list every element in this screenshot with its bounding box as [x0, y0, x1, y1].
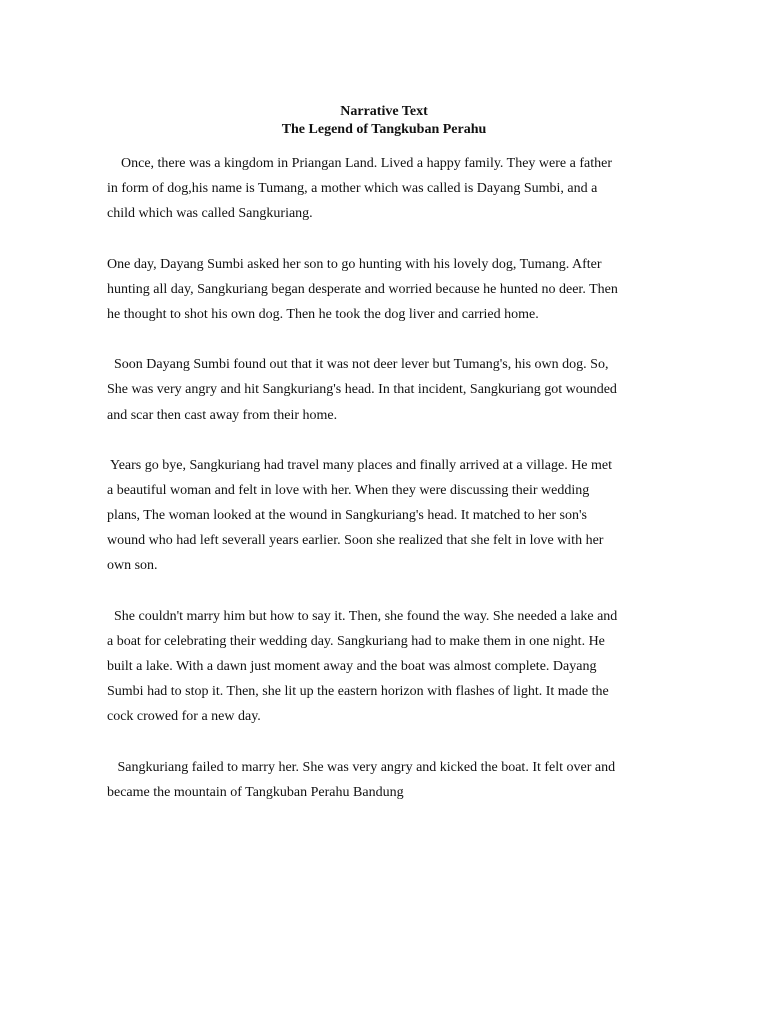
paragraph-6 — [107, 755, 667, 805]
text-line: built a lake. With a dawn just moment away and the boat was almost complete. Dayang — [107, 659, 597, 674]
story-title: The Legend of Tangkuban Perahu — [281, 122, 487, 137]
text-line: hunting all day, Sangkuriang began desperate and worried because he hunted no deer. Then — [107, 281, 618, 297]
paragraph-5 — [107, 604, 667, 730]
text-line: a boat for celebrating their wedding day. Sangkuriang had to make them in one night. He — [107, 633, 605, 649]
text-line: and scar then cast away from their home. — [107, 407, 338, 423]
text-line: he thought to shot his own dog. Then he took the dog liver and carried home. — [107, 306, 539, 322]
text-line: Sangkuriang failed to marry her. She was very angry and kicked the boat. It felt over and — [107, 759, 616, 775]
text-line: child which was called Sangkuriang. — [107, 206, 313, 222]
document-type-heading: Narrative Text — [340, 104, 428, 119]
title-block — [0, 103, 768, 139]
text-line: She couldn't marry him but how to say it. Then, she found the way. She needed a lake and — [107, 608, 618, 624]
text-line: plans, The woman looked at the wound in Sangkuriang's head. It matched to her son's — [107, 508, 587, 524]
text-line: Once, there was a kingdom in Priangan Land. Lived a happy family. They were a father — [107, 156, 612, 171]
paragraph-4 — [107, 453, 667, 579]
text-line: a beautiful woman and felt in love with her. When they were discussing their wedding — [107, 482, 590, 498]
text-line: in form of dog,his name is Tumang, a mother which was called is Dayang Sumbi, and a — [107, 181, 598, 197]
text-line: own son. — [107, 558, 158, 574]
paragraph-2 — [107, 252, 667, 328]
text-line: Soon Dayang Sumbi found out that it was not deer lever but Tumang's, his own dog. So, — [107, 357, 609, 373]
text-line: wound who had left severall years earlier. Soon she realized that she felt in love with her — [107, 533, 604, 549]
text-line: became the mountain of Tangkuban Perahu Bandung — [107, 784, 404, 800]
text-line: One day, Dayang Sumbi asked her son to go hunting with his lovely dog, Tumang. After — [107, 256, 602, 272]
story-body — [107, 151, 667, 830]
text-line: cock crowed for a new day. — [107, 709, 261, 725]
paragraph-3 — [107, 352, 667, 428]
paragraph-1 — [107, 151, 667, 227]
text-line: Years go bye, Sangkuriang had travel many places and finally arrived at a village. He met — [107, 457, 613, 473]
text-line: She was very angry and hit Sangkuriang's head. In that incident, Sangkuriang got wounded — [107, 382, 617, 398]
text-line: Sumbi had to stop it. Then, she lit up the eastern horizon with flashes of light. It made the — [107, 684, 609, 700]
